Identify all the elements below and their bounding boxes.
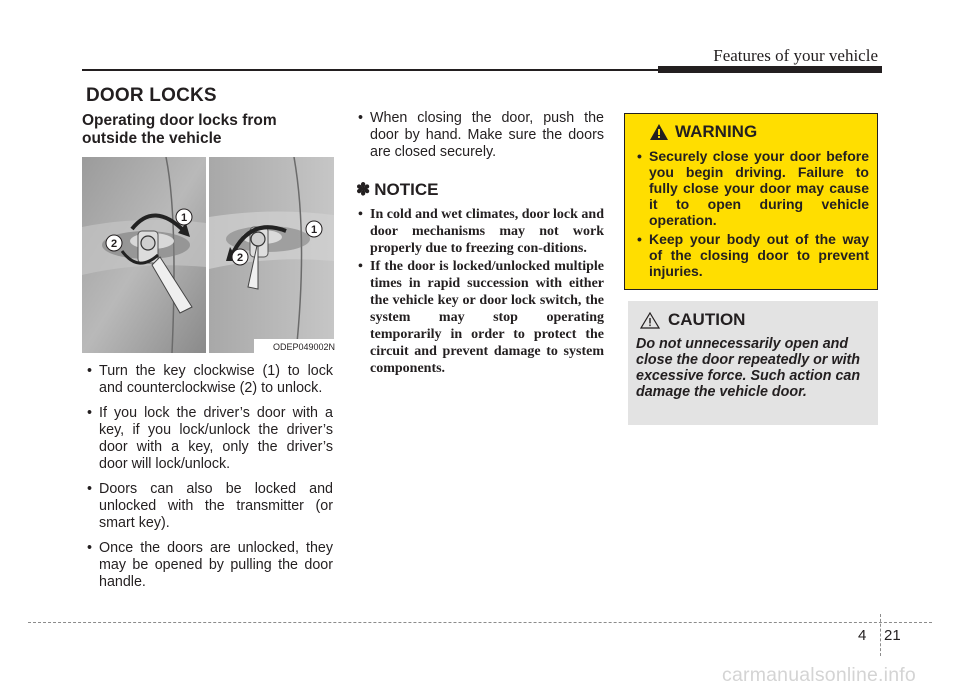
footer-rule <box>28 622 932 623</box>
caution-box <box>628 301 878 425</box>
figure-code: ODEP049002N <box>254 339 336 355</box>
list-item: • When closing the door, push the door by hand. Make sure the doors are closed securely. <box>356 110 604 161</box>
list-item: • Once the doors are unlocked, they may be opened by pulling the door handle. <box>85 540 333 591</box>
caution-text: Do not unnecessarily open and close the door repeatedly or with excessive force. Such action can damage the vehicle door. <box>636 336 861 400</box>
notice-heading <box>356 180 438 200</box>
caution-title: CAUTION <box>668 310 746 329</box>
subsection-title: Operating door locks from outside the vehicle <box>82 112 277 147</box>
illustration-left-panel <box>82 157 206 353</box>
door-lock-illustration <box>82 157 334 353</box>
footer-divider <box>880 614 881 656</box>
notice-list <box>356 206 604 378</box>
warning-triangle-icon <box>650 124 668 140</box>
callout-lock-left: 1 <box>180 212 188 224</box>
notice-mark-icon: ✽ <box>356 180 371 199</box>
section-title: DOOR LOCKS <box>86 85 217 106</box>
watermark: carmanualsonline.info <box>722 664 916 686</box>
list-item: • Doors can also be locked and unlocked with the transmitter (or smart key). <box>85 481 333 532</box>
callout-lock-right: 1 <box>310 224 318 236</box>
caution-triangle-icon <box>640 312 660 329</box>
caution-heading <box>640 310 745 330</box>
door-lock-instructions <box>85 363 333 599</box>
callout-unlock-right: 2 <box>236 252 244 264</box>
notice-title: NOTICE <box>374 180 439 199</box>
door-closing-instructions <box>356 110 604 169</box>
list-item: • Keep your body out of the way of the closing door to prevent injuries. <box>635 231 869 279</box>
list-item: • Turn the key clockwise (1) to lock and counterclockwise (2) to unlock. <box>85 363 333 397</box>
header-rule-accent <box>658 66 882 73</box>
illustration-right-panel <box>209 157 334 353</box>
warning-box <box>624 113 878 290</box>
callout-unlock-left: 2 <box>110 238 118 250</box>
list-item: • In cold and wet climates, door lock and door mechanisms may not work properly due to freezing con-ditions. <box>356 206 604 257</box>
header-title: Features of your vehicle <box>713 46 878 65</box>
list-item: • If you lock the driver’s door with a key, if you lock/unlock the driver’s door with a key, only the driver’s door will lock/unlock. <box>85 405 333 473</box>
page-number: 21 <box>884 627 901 644</box>
warning-list <box>635 148 869 282</box>
warning-title: WARNING <box>675 122 758 141</box>
list-item: • Securely close your door before you begin driving. Failure to fully close your door may cause it to open during vehicle operation. <box>635 148 869 228</box>
warning-heading <box>650 122 757 142</box>
chapter-number: 4 <box>858 627 867 644</box>
list-item: • If the door is locked/unlocked multiple times in rapid succession with either the vehicle key or door lock switch, the system may stop operating temporarily in order to protect the circuit and prevent damage to system components. <box>356 258 604 377</box>
